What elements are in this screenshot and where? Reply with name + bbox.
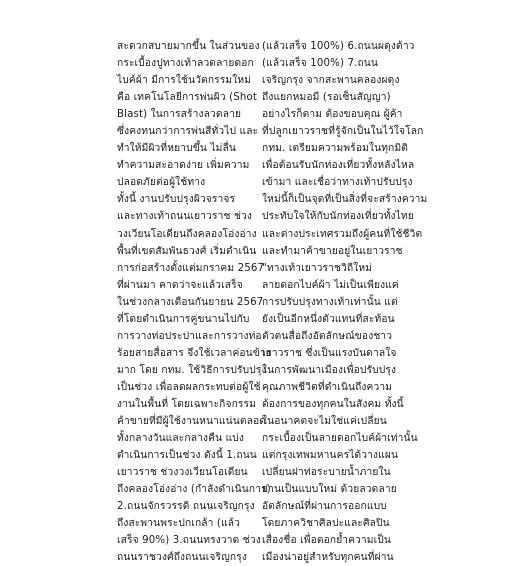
text-line: งานในพื้นที่ โดยเฉพาะกิจกรรม — [117, 398, 257, 410]
text-line: ในอนาคตจะไม่ใช่แค่เปลี่ยน — [262, 416, 387, 428]
text-line: เสื่องชื่อ เพื่อตอกย้ำความเป็น — [262, 535, 392, 547]
text-line: ถนนราชวงศ์ถึงถนนเจริญกรุง — [117, 552, 247, 564]
text-line: (แล้วเสร็จ 100%) 7.ถนน — [262, 58, 379, 70]
text-line: กระเบื้องเป็นลายดอกไบค์ผ้าเท่านั้น — [262, 433, 418, 445]
text-line: ดำเนินการเป็นช่วง ดังนี้ 1.ถนน — [117, 450, 257, 462]
text-line: เป็นช่วง เพื่อลดผลกระทบต่อผู้ใช้ — [117, 381, 261, 393]
text-line: Blast) ในการสร้างลวดลาย — [117, 109, 242, 121]
text-line: ย่านเป็นแบบใหม่ ด้วยลวดลาย — [262, 484, 397, 496]
text-line: ทำความสะอาดง่าย เพิ่มความ — [117, 160, 250, 172]
text-line: และต่างประเทศรวมถึงผู้คนที่ใช้ชีวิต — [262, 228, 423, 240]
text-line: ค้าขายที่มีผู้ใช้งานหนาแน่นตลอด — [117, 416, 267, 428]
text-line: ประทับใจให้กับนักท่องเที่ยวทั้งไทย — [262, 211, 414, 223]
text-line: มาก โดย กทม. ใช้วิธีการปรับปรุง — [117, 364, 267, 376]
text-line: ทั้งกลางวันและกลางคืน แบ่ง — [117, 433, 245, 445]
text-line: ถึงคลองโอ่งอ่าง (กำลังดำเนินการ) — [117, 484, 271, 496]
text-line: ถึงแยกหมอมี (รอเซ็นสัญญา) — [262, 92, 391, 104]
text-line: ที่โดยดำเนินการคู่ขนานไปกับ — [117, 313, 250, 325]
text-line: เข้ามา และเชื่อว่าทางเท้าปรับปรุง — [262, 177, 413, 189]
text-line: ยังเป็นอีกหนึ่งตัวแทนที่สะท้อน — [262, 313, 395, 325]
text-line: เปลี่ยนฝาท่อระบายน้ำภายใน — [262, 467, 391, 479]
text-line: พื้นที่เขตสัมพันธวงศ์ เริ่มดำเนิน — [117, 245, 257, 257]
text-line: ทั้งนี้ งานปรับปรุงผิวจราจร — [117, 194, 236, 206]
text-line: (แล้วเสร็จ 100%) 6.ถนนผดุงด้าว — [262, 41, 415, 52]
text-line: ที่ปลูกเยาวราชที่รู้จักเป็นในไว้ใจโลก — [262, 126, 424, 138]
text-line: อัตลักษณ์ที่ผ่านการออกแบบ — [262, 501, 387, 513]
article-column-left — [117, 38, 271, 566]
text-line: การวางท่อประปาและการวางท่อ — [117, 330, 262, 342]
text-line: และทำมาค้าขายอยู่ในเยาวราช — [262, 245, 403, 257]
text-line: การปรับปรุงทางเท้าเท่านั้น แต่ — [262, 296, 398, 308]
text-line: เมืองน่าอยู่สำหรับทุกคนที่ผ่าน — [262, 552, 394, 564]
text-line: ในช่วงกลางเดือนกันยายน 2567 — [117, 296, 264, 308]
text-line: การก่อสร้างตั้งแต่มกราคม 2567 — [117, 262, 265, 274]
text-line: และทางเท้าถนนเยาวราช ช่วง — [117, 211, 253, 223]
text-line: ที่ผ่านมา คาดว่าจะแล้วเสร็จ — [117, 279, 243, 291]
text-line: เสร็จ 90%) 3.ถนนทรงวาด ช่วง — [117, 535, 261, 547]
text-line: คุณภาพชีวิตที่ดำเนินถึงความ — [262, 381, 393, 393]
text-line: สะดวกสบายมากขึ้น ในส่วนของ — [117, 41, 260, 52]
text-line: วงเวียนโอเดียนถึงคลองโอ่งอ่าง — [117, 228, 257, 240]
text-line: ปลอดภัยต่อผู้ใช้ทาง — [117, 177, 206, 189]
text-line: เพื่อต้อนรับนักท่องเที่ยวทั้งหลังไหล — [262, 160, 415, 172]
text-line: ซึ่งคงทนกว่าการพ่นสีทั่วไป และ — [117, 126, 259, 138]
text-line: เจริญกรุง จากสะพานคลองผดุง — [262, 75, 400, 87]
text-line: ตัวตนสื่อถึงอัตลักษณ์ของชาว — [262, 330, 393, 342]
text-line: ต้องการของทุกคนในสังคม ทั้งนี้ — [262, 398, 404, 410]
article-column-right — [262, 38, 428, 566]
text-line: ถึงสะพานพระปกเกล้า (แล้ว — [117, 518, 241, 530]
text-line: คือ เทคโนโลยีการพ่นผิว (Shot — [117, 92, 257, 104]
text-line: ใหม่นี้ก็เป็นจุดที่เป็นสิ่งที่จะสร้างความ — [262, 194, 428, 206]
text-line: โดยภาควิชาศิลปะและศิลปิน — [262, 518, 390, 530]
text-line: ลายดอกไบค์ผ้า ไม่เป็นเพียงแค่ — [262, 279, 399, 291]
text-line: 2.ถนนจักรวรรดิ ถนนเจริญกรุง — [117, 501, 255, 513]
text-line: ไบค์ผ้า มีการใช้นวัตกรรมใหม่ — [117, 75, 252, 87]
text-line: ทำให้มีผิวที่หยาบขึ้น ไม่ลื่น — [117, 143, 237, 155]
text-line: อย่างไรก็ตาม ต้องขอบคุณ ผู้ค้า — [262, 109, 403, 121]
text-line: เยาวราช ช่วงวงเวียนโอเดียน — [117, 467, 248, 479]
text-line: กระเบื้องปูทางเท้าลวดลายดอก — [117, 58, 254, 70]
text-line: แต่กรุงเทพมหานครได้วางแผน — [262, 450, 399, 462]
text-line: เยาวราช ซึ่งเป็นแรงบันดาลใจ — [262, 347, 397, 359]
text-line: ร้อยสายสื่อสาร จึงใช้เวลาค่อนข้าง — [117, 347, 271, 359]
text-line: "ทางเท้าเยาวราชวิถีใหม่ — [262, 262, 373, 274]
text-line: กทม. เตรียมความพร้อมในทุกมิติ — [262, 143, 409, 155]
text-line: ในการพัฒนาเมืองเพื่อปรับปรุง — [262, 364, 397, 376]
